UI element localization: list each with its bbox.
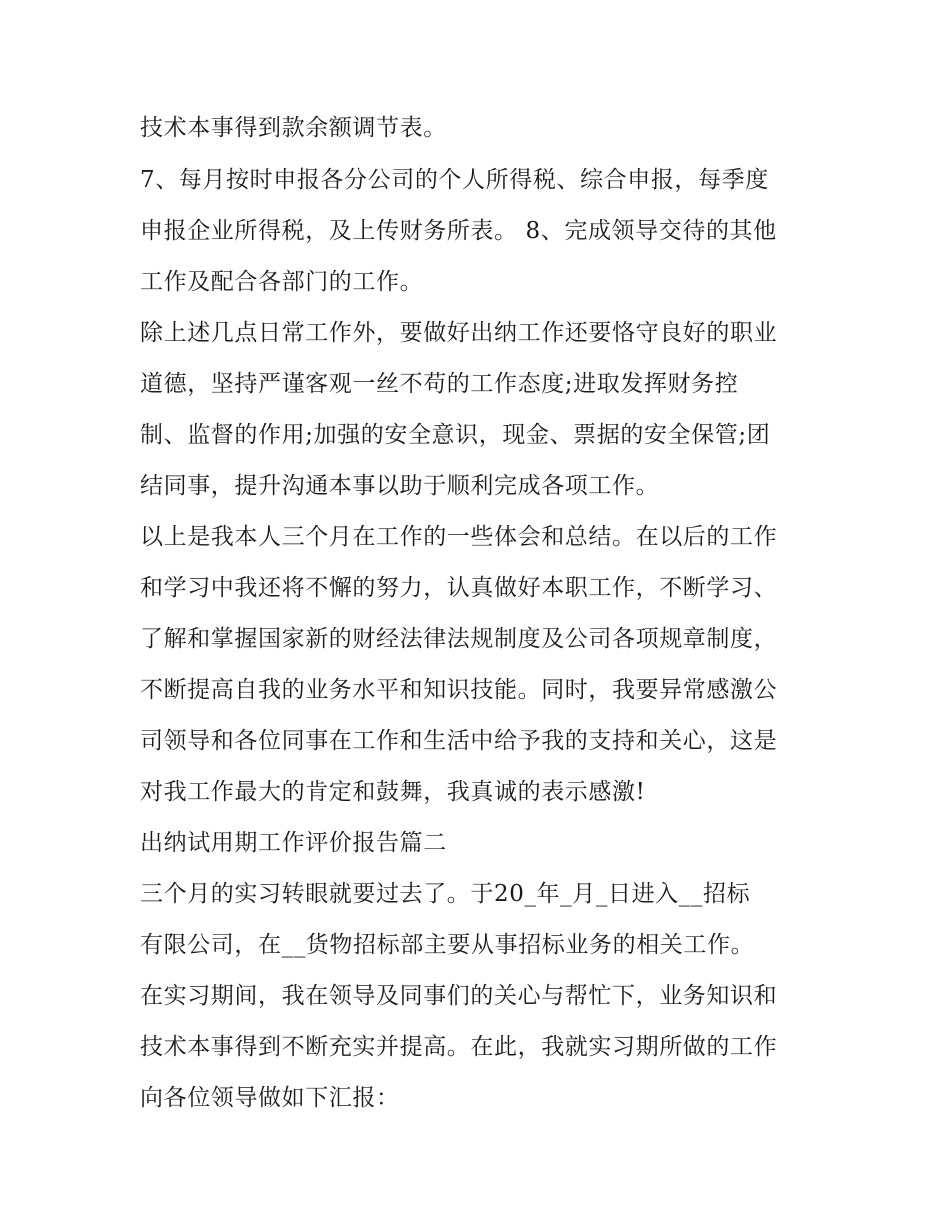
text-line: 技术本事得到不断充实并提高。在此，我就实习期所做的工作 xyxy=(140,1034,778,1060)
text-line: 技术本事得到款余额调节表。 xyxy=(140,115,447,141)
text-line: 申报企业所得税，及上传财务所表。 8、完成领导交待的其他 xyxy=(140,218,777,244)
text-line: 道德，坚持严谨客观一丝不苟的工作态度;进取发挥财务控 xyxy=(140,371,739,397)
text-line: 司领导和各位同事在工作和生活中给予我的支持和关心，这是 xyxy=(140,728,778,754)
text-line: 向各位领导做如下汇报： xyxy=(140,1085,400,1111)
text-line: 结同事，提升沟通本事以助于顺利完成各项工作。 xyxy=(140,473,660,499)
text-line: 有限公司，在__货物招标部主要从事招标业务的相关工作。 xyxy=(140,932,755,958)
text-line: 三个月的实习转眼就要过去了。于20_年_月_日进入__招标 xyxy=(140,881,751,907)
text-line: 不断提高自我的业务水平和知识技能。同时，我要异常感激公 xyxy=(140,677,778,703)
text-line: 对我工作最大的肯定和鼓舞，我真诚的表示感激! xyxy=(140,779,646,805)
text-line: 和学习中我还将不懈的努力，认真做好本职工作，不断学习、 xyxy=(140,575,778,601)
text-line: 在实习期间，我在领导及同事们的关心与帮忙下，业务知识和 xyxy=(140,983,778,1009)
section-heading: 出纳试用期工作评价报告篇二 xyxy=(140,830,447,856)
text-line: 制、监督的作用;加强的安全意识，现金、票据的安全保管;团 xyxy=(140,422,771,448)
text-line: 了解和掌握国家新的财经法律法规制度及公司各项规章制度， xyxy=(140,626,778,652)
text-line: 以上是我本人三个月在工作的一些体会和总结。在以后的工作 xyxy=(140,524,778,550)
text-line: 7、每月按时申报各分公司的个人所得税、综合申报，每季度 xyxy=(140,167,769,193)
text-line: 工作及配合各部门的工作。 xyxy=(140,269,424,295)
text-line: 除上述几点日常工作外，要做好出纳工作还要恪守良好的职业 xyxy=(140,320,778,346)
